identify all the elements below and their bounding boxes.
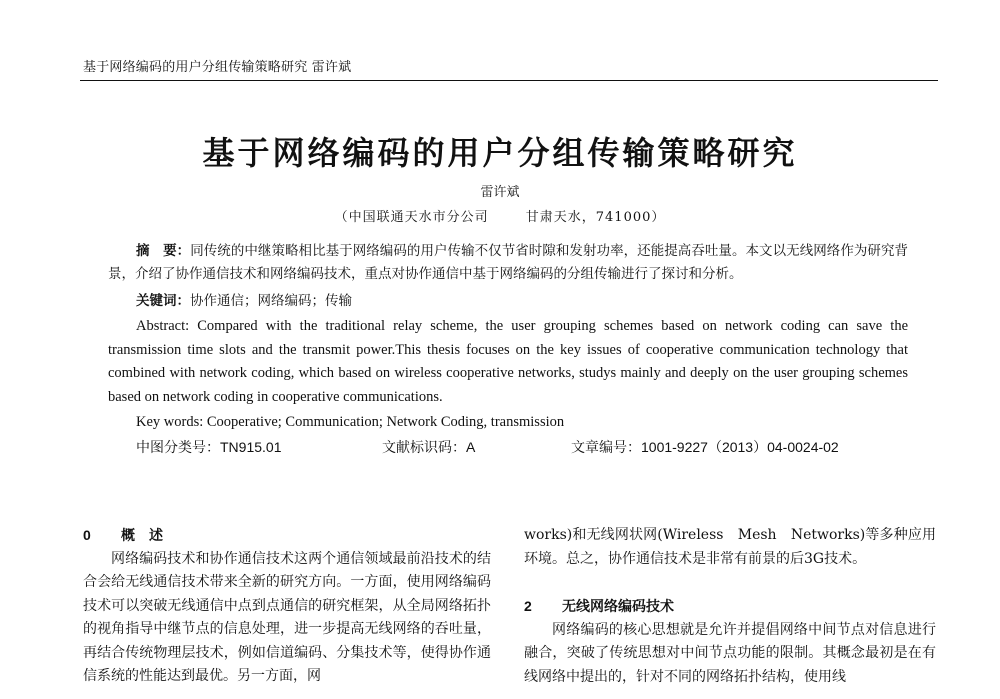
keywords-en-text: Cooperative; Communication; Network Coding, transmission bbox=[206, 414, 565, 430]
running-head: 基于网络编码的用户分组传输策略研究 雷许斌 bbox=[83, 60, 352, 75]
keywords-zh-label: 关键词： bbox=[136, 293, 190, 309]
abstract-en bbox=[108, 315, 908, 409]
affiliation bbox=[0, 206, 1000, 225]
abstract-zh-text: 同传统的中继策略相比基于网络编码的用户传输不仅节省时隙和发射功率，还能提高吞吐量。本文以无线网络作为研究背景，介绍了协作通信技术和网络编码技术，重点对协作通信中基于网络编码的分组传输进行了探讨和分析。 bbox=[108, 243, 909, 282]
article-number: 文章编号：1001-9227（2013）04-0024-02 bbox=[571, 439, 839, 455]
spacer bbox=[524, 571, 936, 595]
keywords-en bbox=[108, 411, 908, 434]
keywords-zh bbox=[108, 290, 908, 313]
affiliation-org: （中国联通天水市分公司 bbox=[334, 210, 489, 225]
left-column bbox=[83, 524, 491, 689]
document-code: 文献标识码：A bbox=[382, 439, 476, 455]
abstract-en-text: Compared with the traditional relay scheme, the user grouping schemes based on network coding can save the transmission time slots and the transmit power.This thesis focuses on the key issues of cooperative communication technology that combined with network coding, which based on wireless cooperative networks, studys mainly and deeply on the user grouping schemes based on network coding in cooperative communications. bbox=[108, 318, 908, 405]
right-column bbox=[524, 524, 936, 689]
paper-title: 基于网络编码的用户分组传输策略研究 bbox=[202, 134, 798, 172]
author: 雷许斌 bbox=[480, 185, 520, 200]
section-heading bbox=[83, 524, 491, 548]
affiliation-place: 甘肃天水，741000） bbox=[525, 210, 666, 225]
clc-number: 中图分类号：TN915.01 bbox=[136, 439, 282, 455]
abstract-zh bbox=[108, 240, 908, 286]
header-rule bbox=[80, 80, 938, 81]
abstract-en-label: Abstract: bbox=[136, 318, 190, 334]
abstract-zh-label: 摘 要： bbox=[136, 243, 191, 259]
section-title: 概 述 bbox=[121, 527, 163, 543]
continued-paragraph: works)和无线网状网(Wireless Mesh Networks)等多种应用环境。总之，协作通信技术是非常有前景的后3G技术。 bbox=[524, 527, 936, 567]
section-heading bbox=[524, 595, 936, 619]
section-number: 0 bbox=[83, 527, 91, 543]
section-paragraph: 网络编码的核心思想就是允许并提倡网络中间节点对信息进行融合，突破了传统思想对中间节点功能的限制。其概念最初是在有线网络中提出的，针对不同的网络拓扑结构，使用线 bbox=[524, 621, 936, 685]
keywords-zh-text: 协作通信；网络编码；传输 bbox=[190, 293, 352, 309]
section-paragraph: 网络编码技术和协作通信技术这两个通信领域最前沿技术的结合会给无线通信技术带来全新的研究方向。一方面，使用网络编码技术可以突破无线通信中点到点通信的研究框架，从全局网络拓扑的视角指导中继节点的信息处理，进一步提高无线网络的吞吐量，再结合传统物理层技术，例如信道编码、分集技术等，使得协作通信系统的性能达到最优。另一方面，网 bbox=[83, 550, 491, 684]
section-title: 无线网络编码技术 bbox=[562, 598, 674, 614]
section-number: 2 bbox=[524, 598, 532, 614]
keywords-en-label: Key words: bbox=[136, 414, 204, 430]
